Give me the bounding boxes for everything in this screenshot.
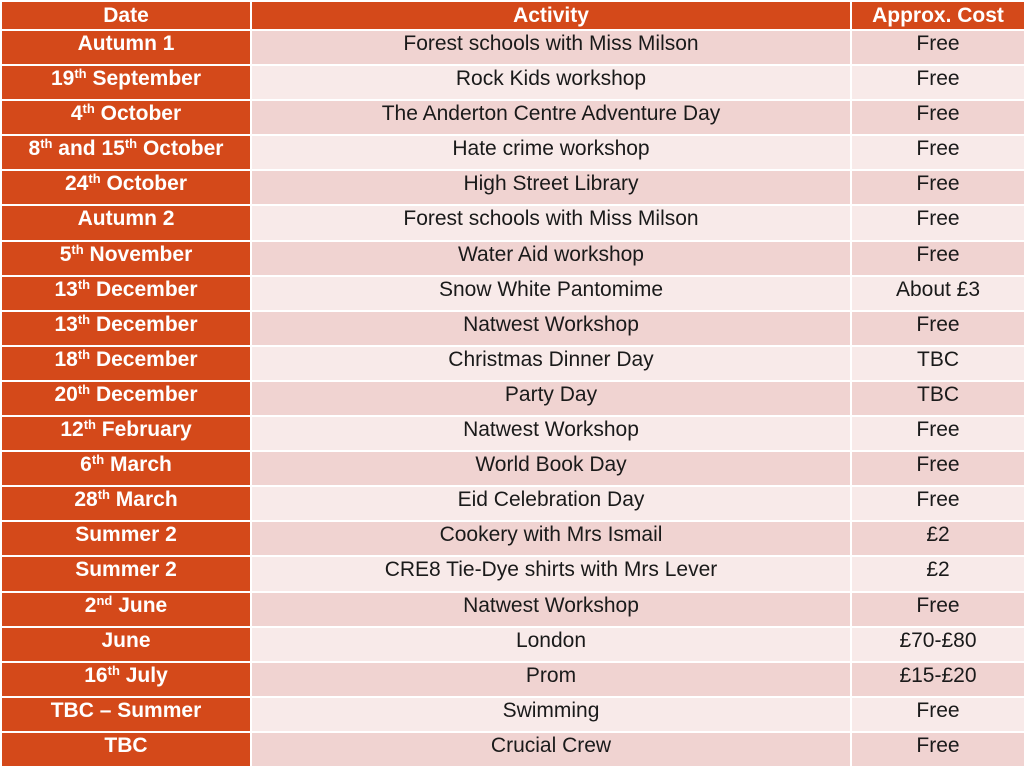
table-row <box>1 556 1024 591</box>
row-activity: CRE8 Tie-Dye shirts with Mrs Lever <box>251 556 851 591</box>
date-superscript: th <box>77 311 91 327</box>
row-cost: Free <box>851 205 1024 240</box>
date-superscript: th <box>40 136 53 152</box>
date-superscript: th <box>74 66 87 82</box>
date-text: 4 <box>70 102 83 126</box>
table-body <box>1 30 1024 767</box>
table-row <box>1 311 1024 346</box>
header-row <box>1 1 1024 30</box>
row-activity: High Street Library <box>251 170 851 205</box>
row-cost: Free <box>851 100 1024 135</box>
row-activity: Christmas Dinner Day <box>251 346 851 381</box>
table-row <box>1 521 1024 556</box>
row-cost: Free <box>851 170 1024 205</box>
row-activity: The Anderton Centre Adventure Day <box>251 100 851 135</box>
row-activity: Snow White Pantomime <box>251 276 851 311</box>
table-row <box>1 627 1024 662</box>
row-activity: Natwest Workshop <box>251 416 851 451</box>
row-date <box>1 30 251 65</box>
row-date <box>1 276 251 311</box>
date-suffix: October <box>137 137 224 161</box>
date-text: 13 <box>54 312 78 336</box>
row-date <box>1 732 251 767</box>
row-activity: Forest schools with Miss Milson <box>251 30 851 65</box>
table-row <box>1 381 1024 416</box>
date-text: Summer 2 <box>75 523 177 547</box>
date-text: TBC – Summer <box>50 698 202 722</box>
row-date <box>1 556 251 591</box>
date-text: June <box>101 628 151 652</box>
row-date <box>1 135 251 170</box>
date-superscript: th <box>83 417 96 433</box>
row-activity: World Book Day <box>251 451 851 486</box>
date-text: 28 <box>74 488 98 512</box>
table-row <box>1 30 1024 65</box>
row-date <box>1 451 251 486</box>
date-text: Summer 2 <box>75 558 177 582</box>
row-activity: Crucial Crew <box>251 732 851 767</box>
row-cost: £2 <box>851 521 1024 556</box>
date-suffix: November <box>83 242 193 266</box>
date-superscript: th <box>77 381 91 397</box>
table-row <box>1 592 1024 627</box>
row-activity: Cookery with Mrs Ismail <box>251 521 851 556</box>
row-date <box>1 697 251 732</box>
row-cost: Free <box>851 311 1024 346</box>
row-activity: London <box>251 627 851 662</box>
table-row <box>1 486 1024 521</box>
date-superscript: th <box>107 662 120 678</box>
table-row <box>1 276 1024 311</box>
row-date <box>1 241 251 276</box>
row-cost: TBC <box>851 381 1024 416</box>
table-row <box>1 416 1024 451</box>
date-suffix: December <box>90 382 198 406</box>
row-activity: Eid Celebration Day <box>251 486 851 521</box>
date-text: 6 <box>80 453 92 477</box>
date-suffix: September <box>86 67 201 91</box>
date-suffix: February <box>95 418 192 442</box>
date-superscript: th <box>124 136 138 152</box>
table-row <box>1 241 1024 276</box>
table-row <box>1 170 1024 205</box>
date-text: 5 <box>59 242 72 266</box>
table-row <box>1 100 1024 135</box>
date-superscript: th <box>77 276 91 292</box>
header-date: Date <box>1 1 251 30</box>
row-cost: £15-£20 <box>851 662 1024 697</box>
row-date <box>1 486 251 521</box>
row-activity: Swimming <box>251 697 851 732</box>
date-suffix: March <box>109 488 178 512</box>
date-text: 12 <box>60 418 84 442</box>
row-cost: Free <box>851 592 1024 627</box>
row-cost: Free <box>851 732 1024 767</box>
row-activity: Natwest Workshop <box>251 311 851 346</box>
row-activity: Water Aid workshop <box>251 241 851 276</box>
row-cost: Free <box>851 65 1024 100</box>
row-date <box>1 311 251 346</box>
row-date <box>1 205 251 240</box>
row-activity: Party Day <box>251 381 851 416</box>
header-cost: Approx. Cost <box>851 1 1024 30</box>
table-row <box>1 346 1024 381</box>
row-cost: Free <box>851 416 1024 451</box>
date-superscript: th <box>97 487 110 503</box>
table-row <box>1 697 1024 732</box>
date-text: Autumn 2 <box>77 207 175 231</box>
row-activity: Rock Kids workshop <box>251 65 851 100</box>
row-date <box>1 662 251 697</box>
table-row <box>1 451 1024 486</box>
row-cost: Free <box>851 30 1024 65</box>
row-cost: £2 <box>851 556 1024 591</box>
row-cost: Free <box>851 451 1024 486</box>
row-date <box>1 627 251 662</box>
date-superscript: th <box>91 452 105 468</box>
date-suffix: June <box>112 593 168 617</box>
row-activity: Natwest Workshop <box>251 592 851 627</box>
date-suffix: December <box>90 312 198 336</box>
date-text: 19 <box>50 67 75 91</box>
row-date <box>1 65 251 100</box>
date-text: 20 <box>54 382 78 406</box>
header-activity: Activity <box>251 1 851 30</box>
row-date <box>1 592 251 627</box>
row-activity: Forest schools with Miss Milson <box>251 205 851 240</box>
date-superscript: th <box>71 241 84 257</box>
row-date <box>1 416 251 451</box>
row-date <box>1 346 251 381</box>
date-text: 18 <box>54 347 78 371</box>
row-date <box>1 381 251 416</box>
date-text: 16 <box>84 663 108 687</box>
date-superscript: th <box>77 346 91 362</box>
date-suffix: and 15 <box>52 137 125 161</box>
row-cost: £70-£80 <box>851 627 1024 662</box>
date-suffix: July <box>119 663 168 687</box>
date-suffix: March <box>104 453 172 477</box>
row-activity: Hate crime workshop <box>251 135 851 170</box>
row-activity: Prom <box>251 662 851 697</box>
date-suffix: December <box>90 277 198 301</box>
date-text: 24 <box>65 172 89 196</box>
row-date <box>1 170 251 205</box>
row-cost: Free <box>851 486 1024 521</box>
date-suffix: October <box>100 172 187 196</box>
row-cost: TBC <box>851 346 1024 381</box>
date-text: 13 <box>54 277 78 301</box>
table-row <box>1 205 1024 240</box>
date-suffix: December <box>90 347 198 371</box>
date-superscript: th <box>82 101 95 117</box>
date-suffix: October <box>94 102 182 126</box>
date-text: Autumn 1 <box>77 32 175 55</box>
row-date <box>1 521 251 556</box>
row-cost: Free <box>851 241 1024 276</box>
date-text: 8 <box>28 137 41 161</box>
date-text: TBC <box>104 733 148 757</box>
table-row <box>1 65 1024 100</box>
row-cost: Free <box>851 135 1024 170</box>
date-superscript: nd <box>96 592 113 608</box>
row-cost: Free <box>851 697 1024 732</box>
row-cost: About £3 <box>851 276 1024 311</box>
table-row <box>1 135 1024 170</box>
table-row <box>1 662 1024 697</box>
table-row <box>1 732 1024 767</box>
row-date <box>1 100 251 135</box>
date-superscript: th <box>88 171 101 187</box>
date-text: 2 <box>84 593 97 617</box>
